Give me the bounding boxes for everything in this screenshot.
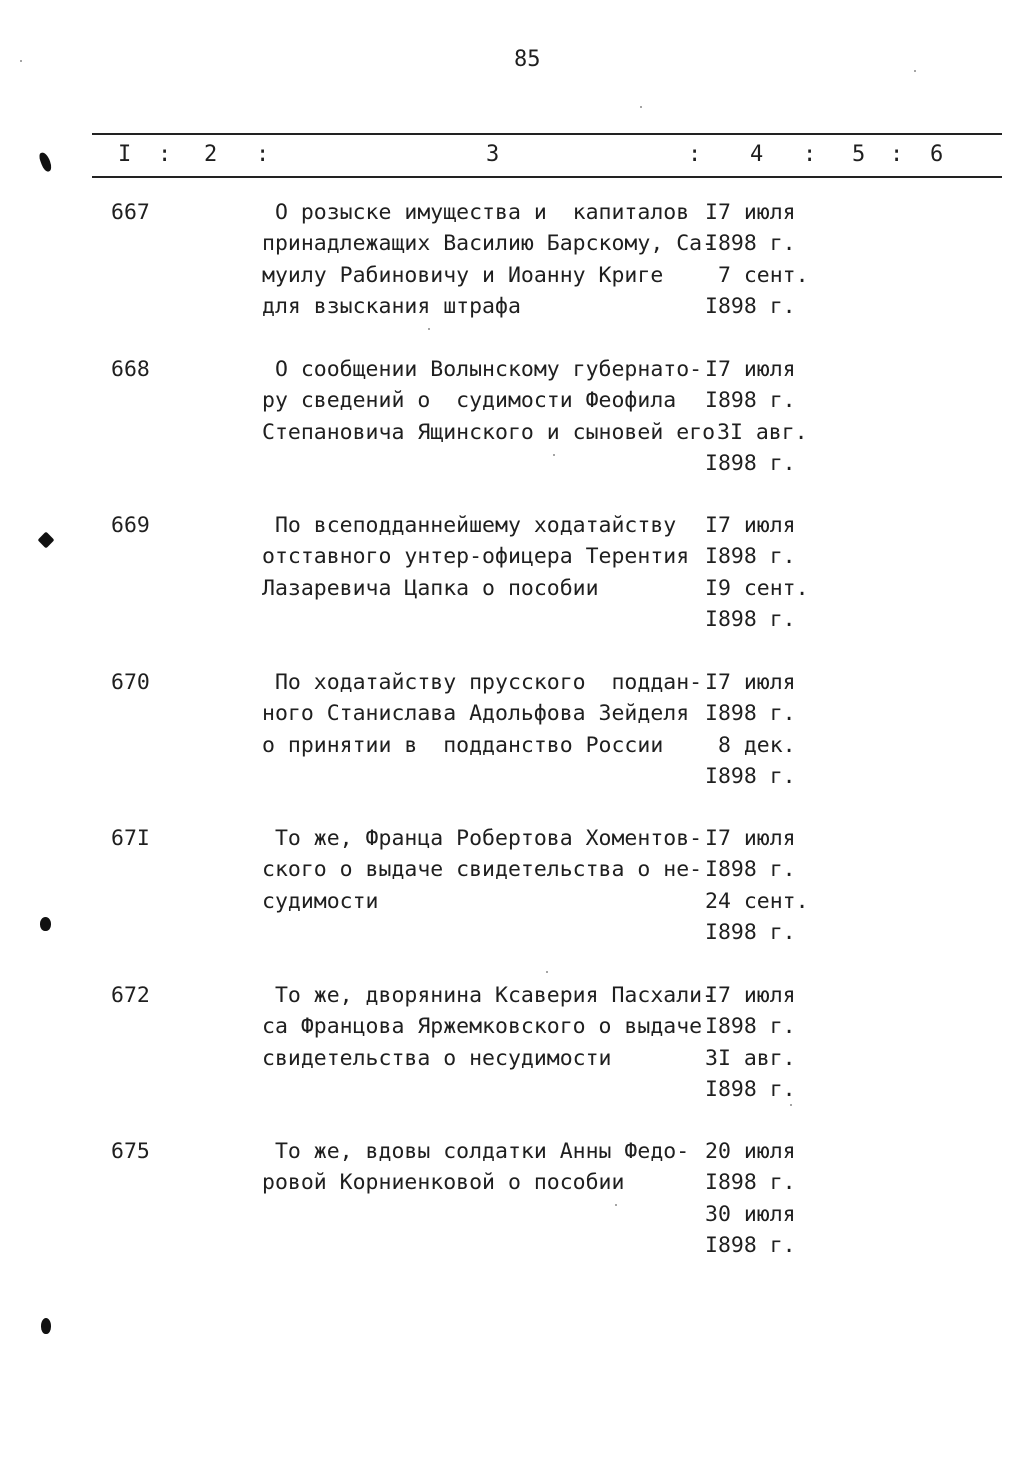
entry-number: 669 [111, 513, 150, 538]
entry-number: 672 [111, 983, 150, 1008]
start-date: I7 июля [705, 826, 796, 851]
scan-speck [914, 70, 916, 72]
start-year: I898 г. [705, 388, 796, 414]
page-number: 85 [514, 47, 541, 72]
description-line: о принятии в подданство России [262, 732, 664, 758]
end-date: I9 сент. [705, 575, 809, 601]
description-line: принадлежащих Василию Барскому, Са- [262, 231, 716, 257]
entry-dates [705, 980, 796, 1105]
entry-number: 67I [111, 826, 150, 851]
scan-speck [615, 1204, 617, 1206]
scan-speck [640, 106, 642, 108]
column-separator: : [803, 142, 817, 167]
column-header-2: 2 [204, 142, 218, 167]
end-date: 3I авг. [705, 1045, 796, 1071]
entry-dates [705, 354, 808, 479]
end-year: I898 г. [705, 1076, 796, 1102]
start-year: I898 г. [705, 857, 796, 883]
column-separator: : [688, 142, 702, 167]
start-date: I7 июля [705, 513, 796, 538]
start-date: I7 июля [705, 357, 796, 382]
start-year: I898 г. [705, 1170, 796, 1196]
description-line: муилу Рабиновичу и Иоанну Криге [262, 262, 664, 288]
column-separator: : [158, 142, 172, 167]
start-year: I898 г. [705, 231, 796, 257]
header-top-rule [92, 133, 1002, 135]
scan-speck [790, 1104, 792, 1106]
column-header-6: 6 [930, 142, 944, 167]
description-line: О розыске имущества и капиталов [262, 200, 690, 225]
end-date: 30 июля [705, 1201, 796, 1227]
description-line: О сообщении Волынскому губернато- [262, 357, 703, 382]
start-year: I898 г. [705, 1014, 796, 1040]
description-line: По ходатайству прусского поддан- [262, 670, 703, 695]
column-header-3: 3 [486, 142, 500, 167]
end-year: I898 г. [705, 450, 796, 476]
end-year: I898 г. [705, 606, 796, 632]
description-line: са Францова Яржемковского о выдаче [262, 1014, 703, 1040]
binder-mark [41, 1318, 51, 1334]
description-line: ровой Корниенковой о пособии [262, 1170, 625, 1196]
binder-mark [38, 151, 53, 173]
scan-speck [428, 328, 430, 330]
scan-speck [546, 971, 548, 973]
end-date: 24 сент. [705, 888, 809, 914]
end-year: I898 г. [705, 763, 796, 789]
entry-description [262, 1136, 702, 1199]
description-line: свидетельства о несудимости [262, 1045, 612, 1071]
end-year: I898 г. [705, 919, 796, 945]
description-line: судимости [262, 888, 379, 914]
entry-dates [705, 823, 809, 948]
entry-description [262, 510, 702, 604]
description-line: ского о выдаче свидетельства о не- [262, 857, 703, 883]
entry-dates [705, 197, 809, 322]
entry-description [262, 354, 716, 448]
description-line: То же, Франца Робертова Хоментов- [262, 826, 703, 851]
description-line: для взыскания штрафа [262, 293, 521, 319]
start-date: 20 июля [705, 1139, 796, 1164]
entry-number: 670 [111, 670, 150, 695]
description-line: То же, дворянина Ксаверия Пасхали- [262, 983, 716, 1008]
entry-description [262, 667, 702, 761]
entry-description [262, 823, 702, 917]
entry-number: 675 [111, 1139, 150, 1164]
end-year: I898 г. [705, 1232, 796, 1258]
end-date: 8 дек. [705, 732, 796, 758]
entry-number: 667 [111, 200, 150, 225]
column-header-5: 5 [852, 142, 866, 167]
entry-dates [705, 1136, 796, 1261]
binder-mark [38, 532, 55, 549]
entry-description [262, 197, 716, 322]
start-year: I898 г. [705, 701, 796, 727]
entry-dates [705, 510, 809, 635]
column-header-1: I [118, 142, 132, 167]
entry-number: 668 [111, 357, 150, 382]
scan-speck [20, 60, 22, 62]
end-date: 3I авг. [717, 419, 808, 445]
column-separator: : [890, 142, 904, 167]
description-line: ного Станислава Адольфова Зейделя [262, 701, 690, 727]
start-date: I7 июля [705, 983, 796, 1008]
start-date: I7 июля [705, 670, 796, 695]
end-year: I898 г. [705, 293, 796, 319]
description-line: ру сведений о судимости Феофила [262, 388, 677, 414]
header-bottom-rule [92, 176, 1002, 178]
entry-description [262, 980, 716, 1074]
start-date: I7 июля [705, 200, 796, 225]
start-year: I898 г. [705, 544, 796, 570]
description-line: Степановича Ящинского и сыновей его [262, 419, 716, 445]
entry-dates [705, 667, 796, 792]
description-line: То же, вдовы солдатки Анны Федо- [262, 1139, 690, 1164]
description-line: Лазаревича Цапка о пособии [262, 575, 599, 601]
end-date: 7 сент. [705, 262, 809, 288]
column-separator: : [256, 142, 270, 167]
binder-mark [40, 917, 51, 931]
column-header-4: 4 [750, 142, 764, 167]
description-line: По всеподданнейшему ходатайству [262, 513, 677, 538]
description-line: отставного унтер-офицера Терентия [262, 544, 690, 570]
scan-speck [553, 454, 555, 456]
